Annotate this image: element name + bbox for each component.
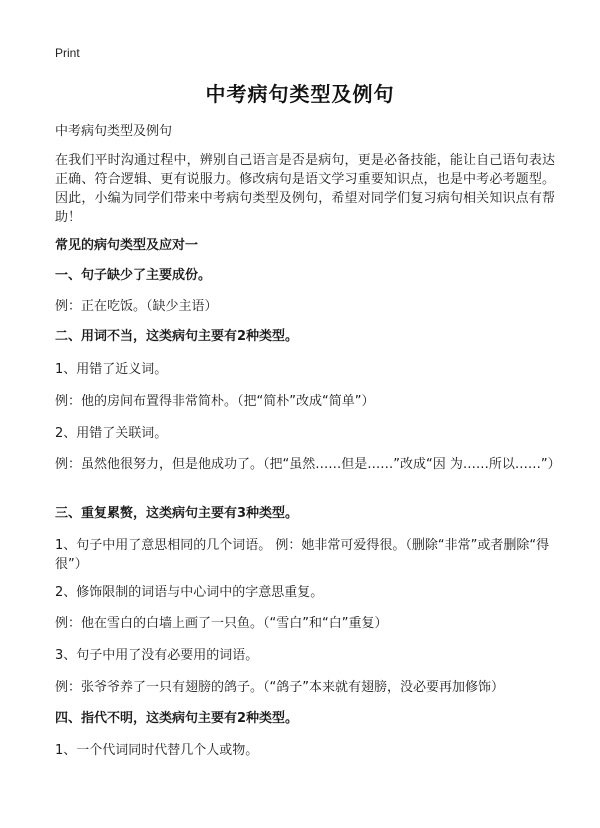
section-3-item-3: 3、句子中用了没有必要用的词语。 — [55, 648, 259, 663]
section-2-example-1: 例：他的房间布置得非常简朴。（把“简朴”改成“简单”） — [55, 394, 375, 409]
section-2-item-2: 2、用错了关联词。 — [55, 426, 168, 441]
print-label: Print — [55, 46, 80, 60]
page-title: 中考病句类型及例句 — [205, 82, 395, 106]
section-3-item-1: 1、句子中用了意思相同的几个词语。 例：她非常可爱得很。（删除“非常”或者删除“得很”） — [55, 538, 550, 572]
section-heading: 常见的病句类型及应对一 — [55, 238, 199, 253]
section-3-example-3: 例：张爷爷养了一只有翅膀的鸽子。（“鸽子”本来就有翅膀，没必要再加修饰） — [55, 680, 504, 695]
section-3-title: 三、重复累赘，这类病句主要有3种类型。 — [55, 506, 299, 521]
section-2-item-1: 1、用错了近义词。 — [55, 362, 168, 377]
section-1-example: 例：正在吃饭。（缺少主语） — [55, 299, 218, 314]
section-1-title: 一、句子缺少了主要成份。 — [55, 268, 212, 283]
subtitle: 中考病句类型及例句 — [55, 124, 173, 139]
section-2-example-2: 例：虽然他很努力，但是他成功了。（把“虽然……但是……”改成“因 为……所以……”） — [55, 457, 561, 472]
section-3-example-2: 例：他在雪白的白墙上画了一只鱼。（“雪白”和“白”重复） — [55, 616, 388, 631]
intro-paragraph: 在我们平时沟通过程中，辨别自己语言是否是病句，更是必备技能，能让自己语句表达正确、符合逻辑、更有说服力。修改病句是语文学习重要知识点，也是中考必考题型。因此，小编为同学们带来中考病句类型及例句，希望对同学们复习病句相关知识点有帮助！ — [55, 153, 555, 225]
section-4-item-1: 1、一个代词同时代替几个人或物。 — [55, 743, 259, 758]
section-4-title: 四、指代不明，这类病句主要有2种类型。 — [55, 711, 299, 726]
section-3-item-2: 2、修饰限制的词语与中心词中的字意思重复。 — [55, 585, 324, 600]
section-2-title: 二、用词不当，这类病句主要有2种类型。 — [55, 329, 299, 344]
